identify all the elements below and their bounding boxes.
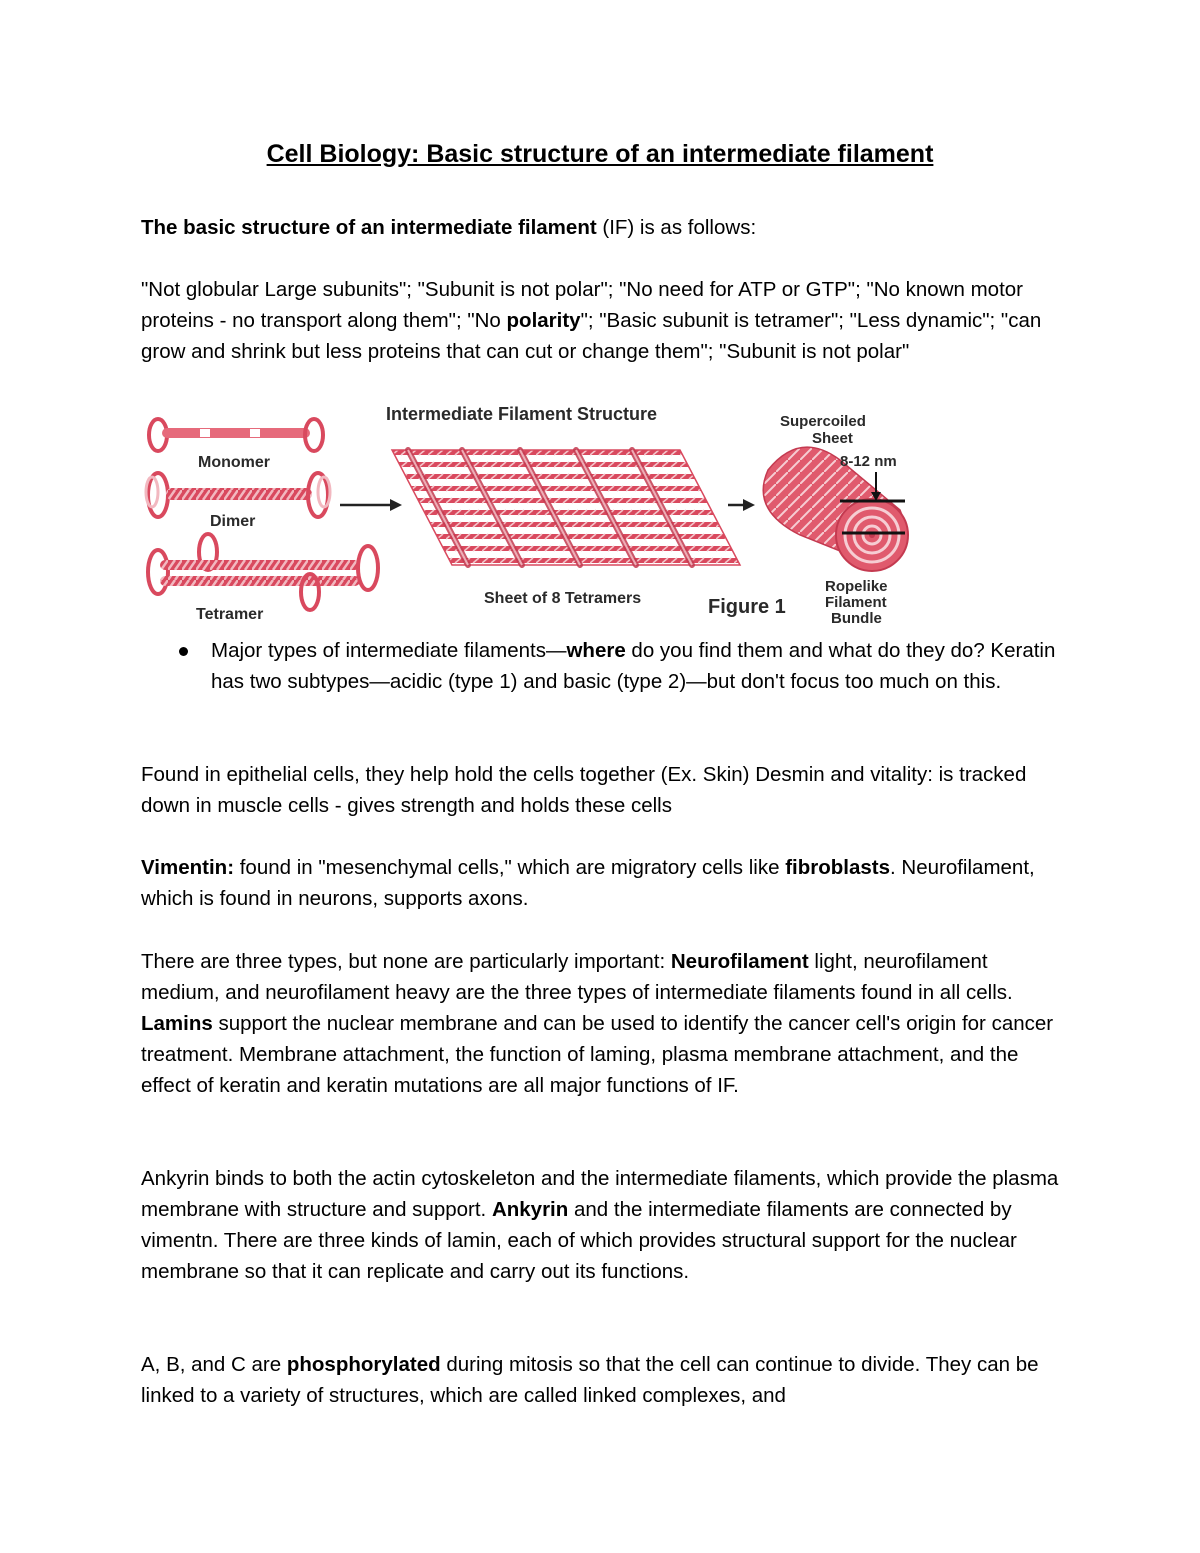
vimentin-bold: Vimentin:	[141, 856, 235, 879]
bullet-dot-icon	[179, 647, 188, 656]
monomer-drawing	[149, 419, 323, 451]
phospho-text-1: A, B, and C are	[141, 1353, 287, 1376]
intro-rest: (IF) is as follows:	[596, 216, 757, 239]
lamins-bold: Lamins	[141, 1012, 213, 1035]
ankyrin-text-2: and the intermediate filaments are connected by vimentn. There are three kinds of lamin, each of which provides structural support for the nuclear membrane so that it can replicate and carry out its functions.	[141, 1198, 1017, 1283]
properties-bold: polarity	[506, 309, 581, 332]
sheet-label: Sheet of 8 Tetramers	[484, 590, 642, 607]
properties-text-1: "Not globular Large subunits"; "Subunit is not polar"; "No need for ATP or GTP"; "No known motor proteins - no transport along them"; "No	[141, 278, 1024, 332]
dimer-label: Dimer	[210, 513, 256, 530]
ropelike-label-2: Filament	[825, 594, 887, 611]
arrow-right-icon	[340, 499, 402, 511]
figure-number: Figure 1	[708, 596, 786, 618]
epithelial-paragraph: Found in epithelial cells, they help hold the cells together (Ex. Skin) Desmin and vitality: is tracked down in muscle cells - gives strength and holds these cells	[141, 763, 1027, 817]
bullet-item	[141, 635, 1071, 697]
vimentin-paragraph	[141, 852, 1071, 914]
ropelike-label-3: Bundle	[831, 610, 882, 627]
three-types-text-1: There are three types, but none are particularly important:	[141, 950, 671, 973]
intermediate-filament-figure	[140, 400, 920, 632]
intro-paragraph	[141, 212, 1071, 243]
properties-paragraph	[141, 274, 1071, 367]
tetramer-label: Tetramer	[196, 606, 264, 623]
figure-heading: Intermediate Filament Structure	[386, 404, 658, 424]
monomer-label: Monomer	[198, 454, 270, 471]
bullet-text-2: do you find them and what do they do? Keratin has two subtypes—acidic (type 1) and basic (type 2)—but don't focus too much on this.	[211, 639, 1056, 693]
tetramer-drawing	[148, 534, 378, 610]
dimer-drawing	[146, 473, 330, 517]
three-types-text-3: support the nuclear membrane and can be used to identify the cancer cell's origin for cancer treatment. Membrane attachment, the function of laming, plasma membrane attachment, and the effect of keratin and keratin mutations are all major functions of IF.	[141, 1012, 1054, 1097]
intro-bold: The basic structure of an intermediate filament	[141, 216, 597, 239]
ropelike-label-1: Ropelike	[825, 578, 888, 595]
arrow-right-icon	[728, 499, 755, 511]
phospho-text-2: during mitosis so that the cell can continue to divide. They can be linked to a variety of structures, which are called linked complexes, and	[141, 1353, 1039, 1407]
vimentin-text-2: . Neurofilament, which is found in neurons, supports axons.	[141, 856, 1035, 910]
supercoiled-label-1: Supercoiled	[780, 413, 866, 430]
vimentin-text-1: found in "mesenchymal cells," which are migratory cells like	[234, 856, 786, 879]
bullet-bold: where	[566, 639, 626, 662]
neurofilament-bold: Neurofilament	[670, 950, 809, 973]
ankyrin-text-1: Ankyrin binds to both the actin cytoskeleton and the intermediate filaments, which provide the plasma membrane with structure and support.	[141, 1167, 1059, 1221]
ankyrin-bold: Ankyrin	[491, 1198, 569, 1221]
phospho-paragraph	[141, 1349, 1071, 1411]
page-title: Cell Biology: Basic structure of an intermediate filament	[266, 140, 934, 168]
ankyrin-paragraph	[141, 1163, 1071, 1287]
fibroblasts-bold: fibroblasts	[785, 856, 891, 879]
three-types-paragraph	[141, 946, 1071, 1101]
phosphorylated-bold: phosphorylated	[286, 1353, 441, 1376]
properties-text-2: "; "Basic subunit is tetramer"; "Less dynamic"; "can grow and shrink but less proteins that can cut or change them"; "Subunit is not polar"	[141, 309, 1042, 363]
supercoiled-label-2: Sheet	[812, 430, 853, 447]
bullet-text-1: Major types of intermediate filaments—	[211, 639, 567, 662]
bullet-text	[211, 635, 1071, 697]
tetramer-sheet-drawing	[392, 450, 740, 565]
three-types-text-2: light, neurofilament medium, and neurofilament heavy are the three types of intermediate filaments found in all cells.	[141, 950, 1013, 1004]
size-label: 8-12 nm	[840, 453, 897, 470]
